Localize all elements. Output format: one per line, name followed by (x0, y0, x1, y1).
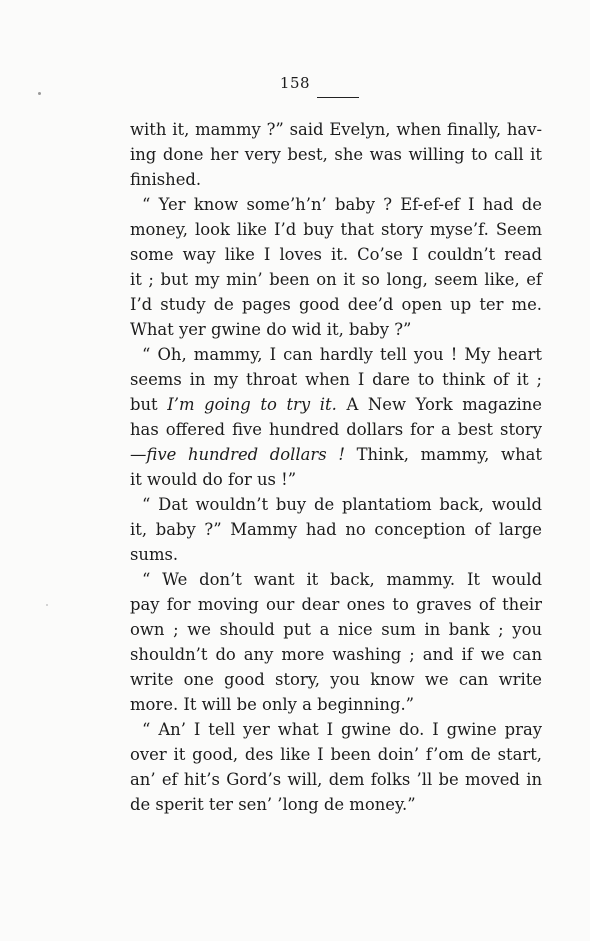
italic-text: —five hundred dollars ! (130, 445, 345, 464)
text-line (130, 792, 542, 817)
text-line (130, 467, 542, 492)
text-line (130, 142, 542, 167)
text-line (130, 767, 542, 792)
body-text (130, 117, 542, 817)
text-segment: “ Yer know some’h’n’ baby ? Ef-ef-ef I had de (142, 195, 542, 214)
text-segment: it would do for us !” (130, 470, 297, 489)
text-segment: Think, mammy, what (344, 445, 542, 464)
text-segment: some way like I loves it. Co’se I couldn’t read (130, 245, 542, 264)
text-segment: but (130, 395, 168, 414)
text-segment: money, look like I’d buy that story myse’f. Seem (130, 220, 542, 239)
text-line (130, 342, 542, 367)
text-segment: ing done her very best, she was willing to call it (130, 145, 542, 164)
text-line (130, 317, 542, 342)
text-segment: over it good, des like I been doin’ f’om de start, (130, 745, 542, 764)
text-segment: finished. (130, 170, 202, 189)
text-line (130, 667, 542, 692)
text-line (130, 292, 542, 317)
text-line (130, 267, 542, 292)
text-segment: own ; we should put a nice sum in bank ; you (130, 620, 542, 639)
text-segment: with it, mammy ?” said Evelyn, when finally, hav- (130, 120, 542, 139)
paper-speck (38, 92, 41, 95)
text-segment: seems in my throat when I dare to think of it ; (130, 370, 542, 389)
text-segment: more. It will be only a beginning.” (130, 695, 415, 714)
text-segment: I’d study de pages good dee’d open up ter me. (130, 295, 542, 314)
text-segment: de sperit ter sen’ ’long de money.” (130, 795, 416, 814)
text-segment: an’ ef hit’s Gord’s will, dem folks ’ll be moved in (130, 770, 542, 789)
text-segment: “ We don’t want it back, mammy. It would (142, 570, 542, 589)
text-line (130, 592, 542, 617)
page-number-rule (317, 97, 359, 98)
text-segment: write one good story, you know we can write (130, 670, 542, 689)
text-line (130, 392, 542, 417)
text-line (130, 692, 542, 717)
text-segment: A New York magazine (336, 395, 542, 414)
text-segment: it, baby ?” Mammy had no conception of large (130, 520, 542, 539)
text-line (130, 567, 542, 592)
text-line (130, 442, 542, 467)
text-segment: “ Oh, mammy, I can hardly tell you ! My heart (142, 345, 542, 364)
text-line (130, 117, 542, 142)
text-line (130, 617, 542, 642)
italic-text: I’m going to try it. (167, 395, 337, 414)
text-segment: shouldn’t do any more washing ; and if we can (130, 645, 542, 664)
text-line (130, 367, 542, 392)
text-segment: “ An’ I tell yer what I gwine do. I gwine pray (142, 720, 542, 739)
page-number: 158 (279, 74, 311, 92)
text-line (130, 492, 542, 517)
text-line (130, 717, 542, 742)
text-line (130, 242, 542, 267)
text-segment: pay for moving our dear ones to graves of their (130, 595, 542, 614)
text-line (130, 742, 542, 767)
text-line (130, 217, 542, 242)
text-line (130, 192, 542, 217)
text-segment: it ; but my min’ been on it so long, seem like, ef (130, 270, 542, 289)
text-line (130, 167, 542, 192)
text-segment: What yer gwine do wid it, baby ?” (130, 320, 412, 339)
text-segment: has offered five hundred dollars for a best story (130, 420, 542, 439)
text-segment: “ Dat wouldn’t buy de plantatiom back, would (142, 495, 542, 514)
text-line (130, 542, 542, 567)
text-line (130, 517, 542, 542)
text-segment: sums. (130, 545, 179, 564)
text-line (130, 417, 542, 442)
text-line (130, 642, 542, 667)
paper-speck (46, 604, 48, 606)
